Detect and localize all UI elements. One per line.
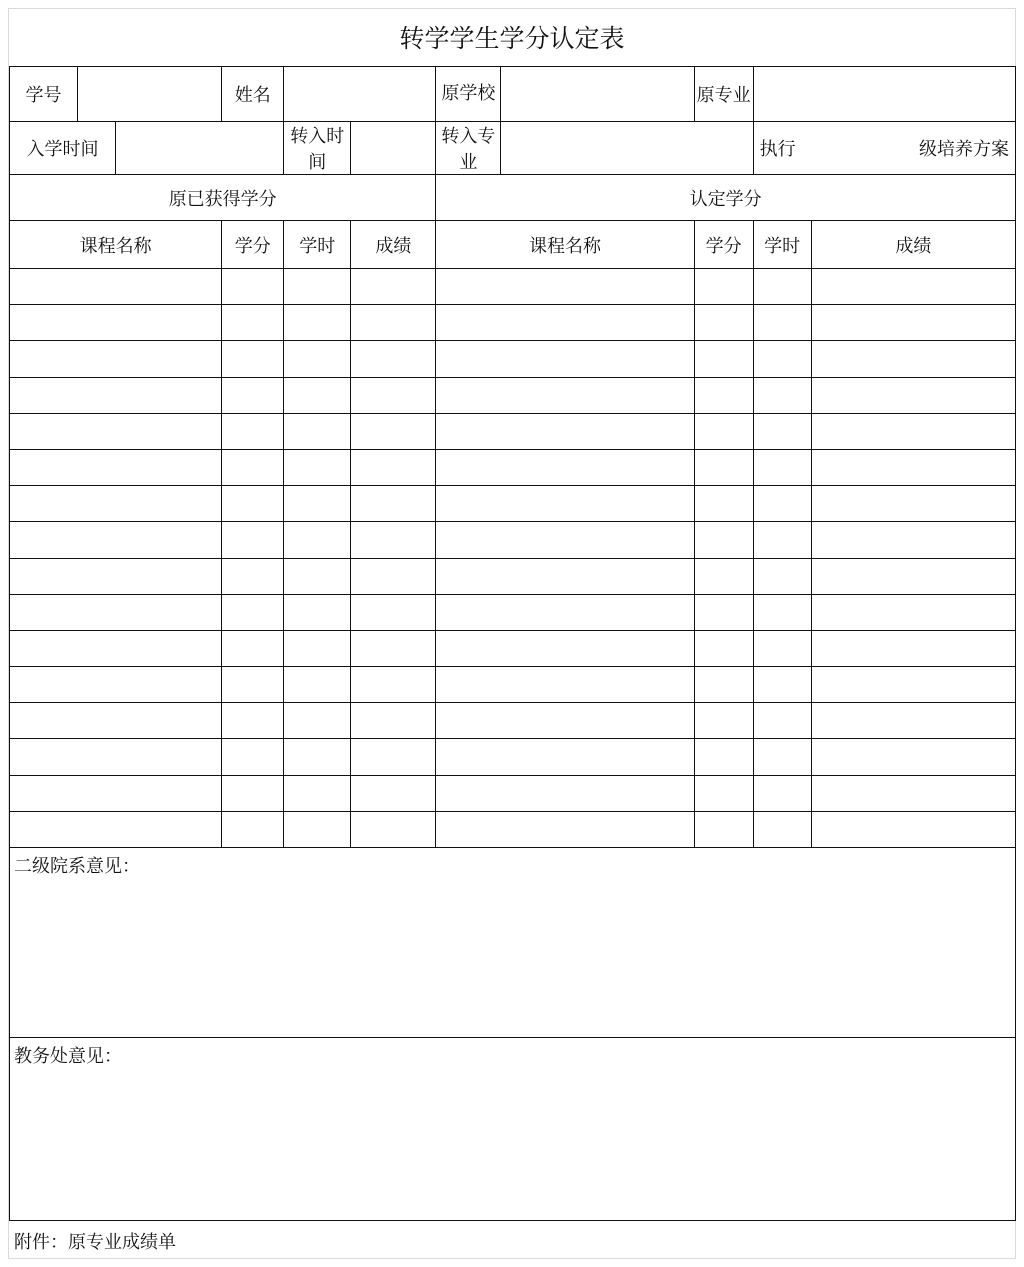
col-hours-right: 学时: [753, 221, 811, 269]
course-name-left-cell[interactable]: [10, 558, 222, 594]
grade-left-cell[interactable]: [351, 269, 436, 305]
credit-left-cell[interactable]: [222, 522, 284, 558]
grade-left-cell[interactable]: [351, 341, 436, 377]
orig-school-field[interactable]: [501, 67, 694, 122]
hours-right-cell[interactable]: [753, 522, 811, 558]
hours-left-cell[interactable]: [284, 630, 351, 666]
credit-right-cell[interactable]: [694, 269, 753, 305]
course-name-right-cell[interactable]: [436, 667, 694, 703]
grade-right-cell[interactable]: [811, 269, 1015, 305]
enroll-time-label: 入学时间: [10, 122, 116, 175]
orig-school-label: 原学校: [436, 67, 501, 122]
academic-office-opinion-box[interactable]: [10, 1038, 1016, 1221]
hours-left-cell[interactable]: [284, 305, 351, 341]
hours-right-cell[interactable]: [753, 269, 811, 305]
credit-right-cell[interactable]: [694, 413, 753, 449]
course-row: [10, 449, 1016, 485]
col-grade-left: 成绩: [351, 221, 436, 269]
course-name-right-cell[interactable]: [436, 269, 694, 305]
course-name-left-cell[interactable]: [10, 269, 222, 305]
hours-right-cell[interactable]: [753, 486, 811, 522]
grade-left-cell[interactable]: [351, 413, 436, 449]
course-name-right-cell[interactable]: [436, 305, 694, 341]
grade-right-cell[interactable]: [811, 449, 1015, 485]
credit-left-cell[interactable]: [222, 377, 284, 413]
grade-right-cell[interactable]: [811, 703, 1015, 739]
department-opinion-label: 二级院系意见：: [14, 856, 140, 877]
credit-right-cell[interactable]: [694, 449, 753, 485]
hours-left-cell[interactable]: [284, 449, 351, 485]
course-name-left-cell[interactable]: [10, 703, 222, 739]
credit-left-cell[interactable]: [222, 739, 284, 775]
course-name-right-cell[interactable]: [436, 377, 694, 413]
course-row: [10, 811, 1016, 847]
hours-left-cell[interactable]: [284, 486, 351, 522]
attachment-note: 附件：原专业成绩单: [14, 1232, 176, 1253]
grade-right-cell[interactable]: [811, 667, 1015, 703]
credit-right-cell[interactable]: [694, 630, 753, 666]
col-hours-left: 学时: [284, 221, 351, 269]
hours-right-cell[interactable]: [753, 667, 811, 703]
credit-right-cell[interactable]: [694, 377, 753, 413]
hours-right-cell[interactable]: [753, 703, 811, 739]
hours-left-cell[interactable]: [284, 667, 351, 703]
grade-right-cell[interactable]: [811, 377, 1015, 413]
grade-right-cell[interactable]: [811, 775, 1015, 811]
hours-right-cell[interactable]: [753, 377, 811, 413]
credit-left-cell[interactable]: [222, 811, 284, 847]
credit-right-cell[interactable]: [694, 667, 753, 703]
hours-left-cell[interactable]: [284, 269, 351, 305]
orig-major-field[interactable]: [753, 67, 1015, 122]
hours-left-cell[interactable]: [284, 739, 351, 775]
execute-label: 执行: [759, 139, 796, 160]
course-row: [10, 667, 1016, 703]
course-name-left-cell[interactable]: [10, 341, 222, 377]
course-name-left-cell[interactable]: [10, 413, 222, 449]
course-row: [10, 594, 1016, 630]
credit-right-cell[interactable]: [694, 739, 753, 775]
student-id-label: 学号: [10, 67, 78, 122]
course-row: [10, 305, 1016, 341]
transfer-time-field[interactable]: [351, 122, 436, 175]
grade-right-cell[interactable]: [811, 630, 1015, 666]
course-name-right-cell[interactable]: [436, 558, 694, 594]
credit-right-cell[interactable]: [694, 486, 753, 522]
hours-right-cell[interactable]: [753, 739, 811, 775]
name-field[interactable]: [284, 67, 436, 122]
course-row: [10, 269, 1016, 305]
credit-left-cell[interactable]: [222, 667, 284, 703]
section-recognized-credits: 认定学分: [436, 175, 1016, 221]
course-name-right-cell[interactable]: [436, 341, 694, 377]
student-id-field[interactable]: [78, 67, 222, 122]
course-name-left-cell[interactable]: [10, 667, 222, 703]
course-row: [10, 486, 1016, 522]
credit-left-cell[interactable]: [222, 413, 284, 449]
credit-left-cell[interactable]: [222, 558, 284, 594]
credit-right-cell[interactable]: [694, 811, 753, 847]
course-name-left-cell[interactable]: [10, 449, 222, 485]
course-row: [10, 377, 1016, 413]
credit-right-cell[interactable]: [694, 558, 753, 594]
name-label: 姓名: [222, 67, 284, 122]
credit-left-cell[interactable]: [222, 341, 284, 377]
hours-left-cell[interactable]: [284, 341, 351, 377]
hours-right-cell[interactable]: [753, 630, 811, 666]
plan-label: 级培养方案: [919, 139, 1009, 160]
credit-right-cell[interactable]: [694, 775, 753, 811]
hours-left-cell[interactable]: [284, 703, 351, 739]
col-grade-right: 成绩: [811, 221, 1015, 269]
form-title: 转学学生学分认定表: [399, 24, 625, 53]
course-name-left-cell[interactable]: [10, 377, 222, 413]
course-name-left-cell[interactable]: [10, 305, 222, 341]
course-name-right-cell[interactable]: [436, 775, 694, 811]
credit-right-cell[interactable]: [694, 594, 753, 630]
grade-right-cell[interactable]: [811, 305, 1015, 341]
grade-left-cell[interactable]: [351, 811, 436, 847]
course-name-right-cell[interactable]: [436, 703, 694, 739]
grade-left-cell[interactable]: [351, 775, 436, 811]
credit-right-cell[interactable]: [694, 522, 753, 558]
execute-plan-cell[interactable]: [753, 122, 1015, 175]
course-row: [10, 558, 1016, 594]
grade-left-cell[interactable]: [351, 449, 436, 485]
hours-left-cell[interactable]: [284, 377, 351, 413]
col-course-name-left: 课程名称: [10, 221, 222, 269]
course-row: [10, 630, 1016, 666]
hours-left-cell[interactable]: [284, 522, 351, 558]
credit-right-cell[interactable]: [694, 341, 753, 377]
transfer-major-label: 转入专业: [436, 122, 501, 175]
credit-left-cell[interactable]: [222, 269, 284, 305]
grade-left-cell[interactable]: [351, 630, 436, 666]
course-name-right-cell[interactable]: [436, 413, 694, 449]
credit-left-cell[interactable]: [222, 449, 284, 485]
grade-left-cell[interactable]: [351, 703, 436, 739]
grade-left-cell[interactable]: [351, 594, 436, 630]
grade-right-cell[interactable]: [811, 739, 1015, 775]
course-row: [10, 341, 1016, 377]
hours-right-cell[interactable]: [753, 558, 811, 594]
course-row: [10, 413, 1016, 449]
credit-right-cell[interactable]: [694, 305, 753, 341]
enroll-time-field[interactable]: [116, 122, 284, 175]
hours-left-cell[interactable]: [284, 558, 351, 594]
course-name-right-cell[interactable]: [436, 630, 694, 666]
credit-left-cell[interactable]: [222, 630, 284, 666]
credit-recognition-table: [9, 66, 1016, 1221]
col-credit-right: 学分: [694, 221, 753, 269]
hours-left-cell[interactable]: [284, 775, 351, 811]
grade-left-cell[interactable]: [351, 667, 436, 703]
course-name-right-cell[interactable]: [436, 486, 694, 522]
hours-right-cell[interactable]: [753, 449, 811, 485]
course-name-left-cell[interactable]: [10, 630, 222, 666]
grade-right-cell[interactable]: [811, 594, 1015, 630]
grade-right-cell[interactable]: [811, 341, 1015, 377]
transfer-time-label: 转入时间: [284, 122, 351, 175]
hours-left-cell[interactable]: [284, 811, 351, 847]
col-credit-left: 学分: [222, 221, 284, 269]
course-name-right-cell[interactable]: [436, 522, 694, 558]
grade-right-cell[interactable]: [811, 486, 1015, 522]
grade-right-cell[interactable]: [811, 413, 1015, 449]
grade-right-cell[interactable]: [811, 558, 1015, 594]
course-name-right-cell[interactable]: [436, 739, 694, 775]
course-name-left-cell[interactable]: [10, 522, 222, 558]
hours-right-cell[interactable]: [753, 341, 811, 377]
course-name-right-cell[interactable]: [436, 594, 694, 630]
grade-left-cell[interactable]: [351, 305, 436, 341]
orig-major-label: 原专业: [694, 67, 753, 122]
hours-right-cell[interactable]: [753, 413, 811, 449]
credit-left-cell[interactable]: [222, 703, 284, 739]
course-row: [10, 522, 1016, 558]
course-name-right-cell[interactable]: [436, 449, 694, 485]
credit-left-cell[interactable]: [222, 775, 284, 811]
grade-left-cell[interactable]: [351, 522, 436, 558]
course-row: [10, 775, 1016, 811]
section-original-credits: 原已获得学分: [10, 175, 436, 221]
credit-right-cell[interactable]: [694, 703, 753, 739]
grade-left-cell[interactable]: [351, 558, 436, 594]
grade-right-cell[interactable]: [811, 811, 1015, 847]
course-name-right-cell[interactable]: [436, 811, 694, 847]
hours-right-cell[interactable]: [753, 775, 811, 811]
transfer-major-field[interactable]: [501, 122, 753, 175]
grade-left-cell[interactable]: [351, 486, 436, 522]
course-row: [10, 739, 1016, 775]
hours-left-cell[interactable]: [284, 413, 351, 449]
credit-left-cell[interactable]: [222, 305, 284, 341]
course-row: [10, 703, 1016, 739]
col-course-name-right: 课程名称: [436, 221, 694, 269]
course-name-left-cell[interactable]: [10, 811, 222, 847]
course-name-left-cell[interactable]: [10, 739, 222, 775]
course-name-left-cell[interactable]: [10, 486, 222, 522]
course-name-left-cell[interactable]: [10, 594, 222, 630]
hours-right-cell[interactable]: [753, 811, 811, 847]
course-name-left-cell[interactable]: [10, 775, 222, 811]
department-opinion-box[interactable]: [10, 848, 1016, 1038]
grade-left-cell[interactable]: [351, 739, 436, 775]
grade-left-cell[interactable]: [351, 377, 436, 413]
academic-office-opinion-label: 教务处意见：: [14, 1046, 122, 1067]
grade-right-cell[interactable]: [811, 522, 1015, 558]
credit-left-cell[interactable]: [222, 486, 284, 522]
hours-right-cell[interactable]: [753, 305, 811, 341]
hours-left-cell[interactable]: [284, 594, 351, 630]
hours-right-cell[interactable]: [753, 594, 811, 630]
credit-left-cell[interactable]: [222, 594, 284, 630]
